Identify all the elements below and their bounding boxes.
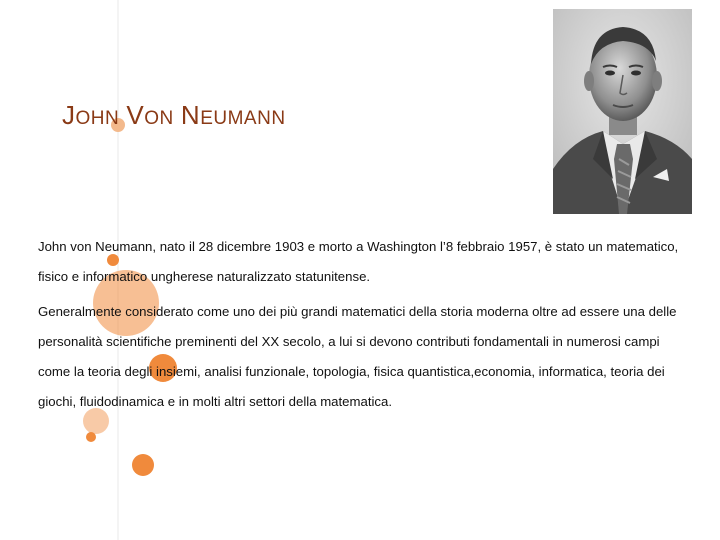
portrait-photo bbox=[553, 9, 692, 214]
decor-circle bbox=[86, 432, 96, 442]
title-rest: ON bbox=[144, 108, 174, 129]
title-rest: EUMANN bbox=[200, 108, 286, 129]
title-rest: OHN bbox=[75, 108, 120, 129]
body-text bbox=[38, 232, 688, 417]
paragraph: Generalmente considerato come uno dei più grandi matematici della storia moderna oltre ad essere una delle personalità scientifiche preminenti del XX secolo, a lui si devono contributi fondamentali in numerosi campi come la teoria degli insiemi, analisi funzionale, topologia, fisica quantistica,economia, informatica, teoria dei giochi, fluidodinamica e in molti altri settori della matematica. bbox=[38, 304, 677, 409]
paragraph: John von Neumann, nato il 28 dicembre 1903 e morto a Washington l’8 febbraio 1957, è stato un matematico, fisico e informatico ungherese naturalizzato statunitense. bbox=[38, 239, 679, 284]
title-initial: V bbox=[126, 100, 145, 130]
decor-circle bbox=[132, 454, 154, 476]
title-initial: N bbox=[180, 100, 201, 130]
slide-title bbox=[62, 100, 286, 131]
title-initial: J bbox=[62, 100, 76, 130]
